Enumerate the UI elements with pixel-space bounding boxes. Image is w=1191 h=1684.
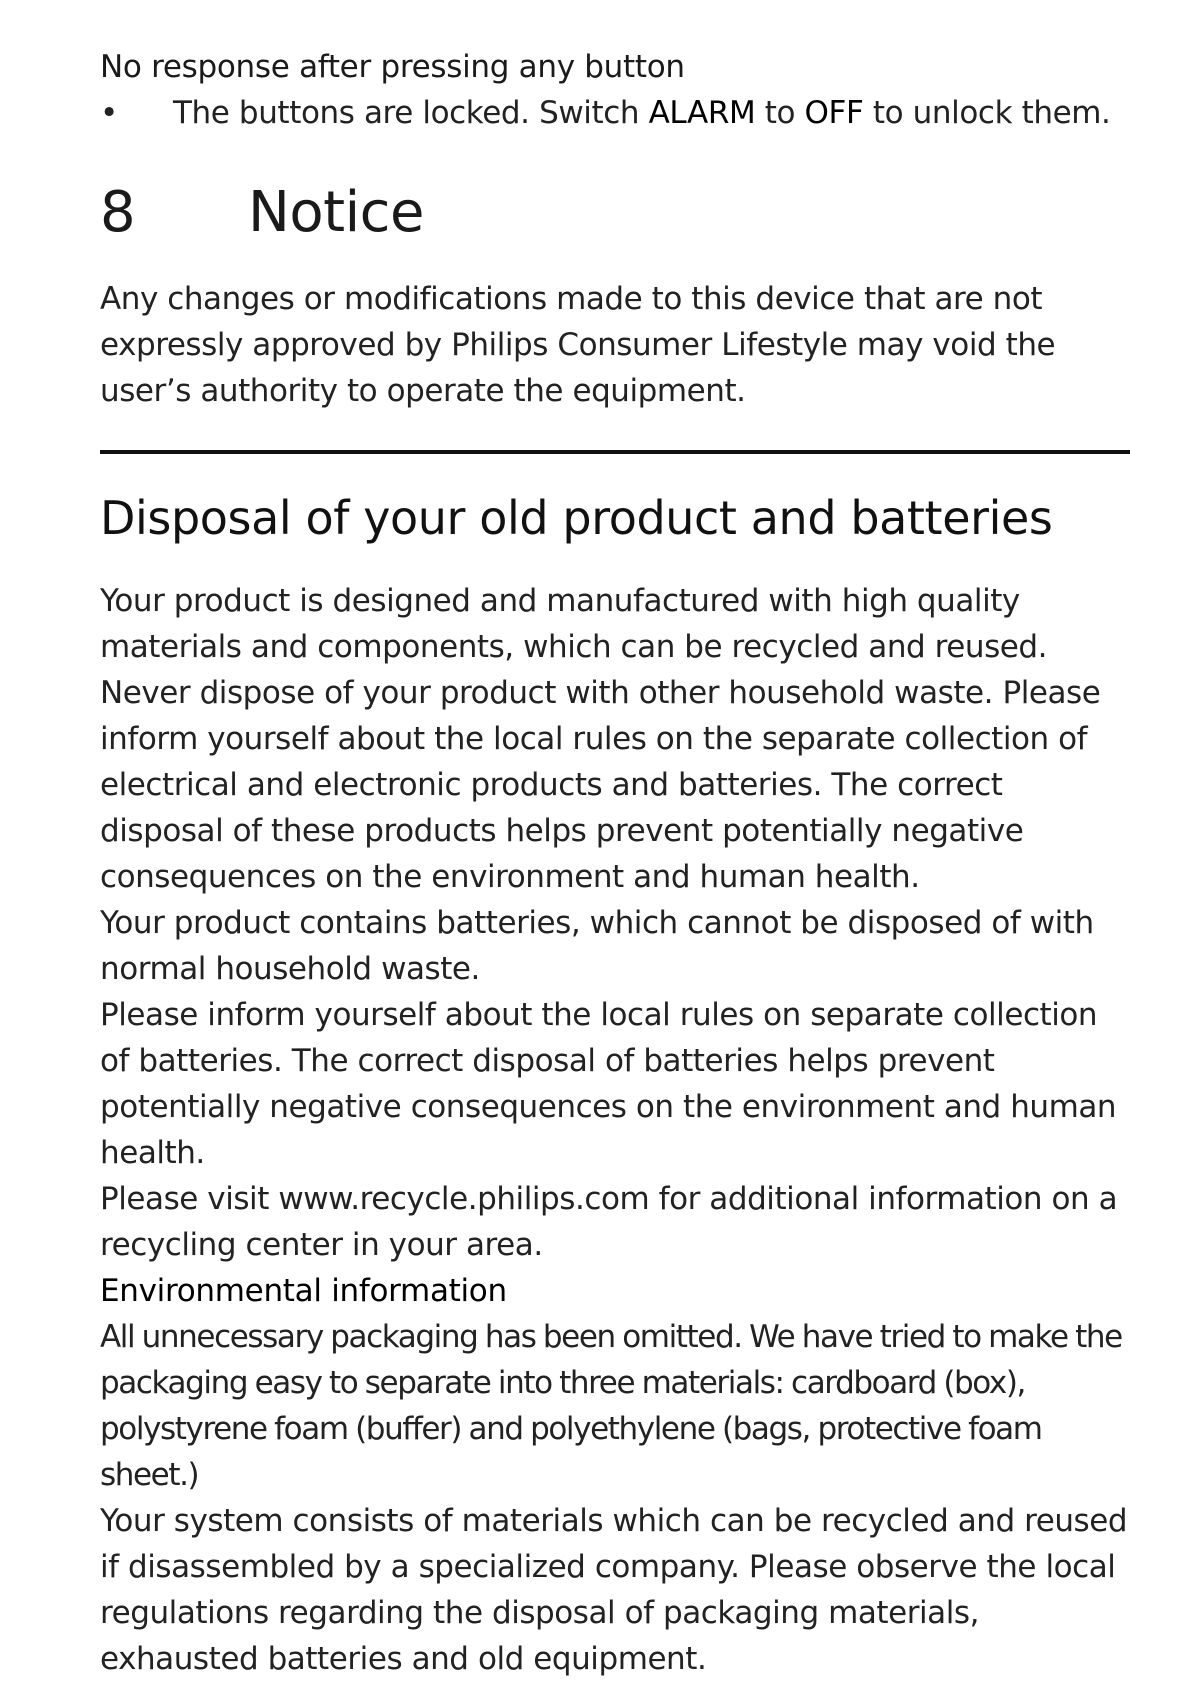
alarm-keyword: ALARM <box>648 95 756 131</box>
disposal-paragraph-4: Please inform yourself about the local rules on separate collection of batteries. The correct disposal of batteries helps prevent potentially negative consequences on the environment and human health. <box>100 997 1117 1171</box>
item-mid: to <box>755 95 805 131</box>
section-number: 8 <box>100 180 136 245</box>
environmental-paragraph-2: Your system consists of materials which can be recycled and reused if disassembled by a specialized company. Please observe the local regulations regarding the disposal of packaging materials, exhausted batteries and old equipment. <box>100 1503 1128 1677</box>
environmental-paragraph-1: All unnecessary packaging has been omitted. We have tried to make the packaging easy to separate into three materials: cardboard (box), polystyrene foam (buffer) and polyethylene (bags, protective foam sheet.) <box>100 1319 1122 1493</box>
section-divider <box>100 450 1130 454</box>
disposal-paragraph-1: Your product is designed and manufactured with high quality materials and components, which can be recycled and reused. <box>100 583 1048 665</box>
notice-paragraph: Any changes or modifications made to this device that are not expressly approved by Philips Consumer Lifestyle may void the user’s authority to operate the equipment. <box>100 281 1056 409</box>
disposal-paragraph-5: Please visit www.recycle.philips.com for additional information on a recycling center in your area. <box>100 1181 1118 1263</box>
disposal-paragraph-2: Never dispose of your product with other household waste. Please inform yourself about the local rules on the separate collection of electrical and electronic products and batteries. The correct disposal of these products helps prevent potentially negative consequences on the environment and human health. <box>100 675 1101 895</box>
disposal-body <box>100 578 1130 1682</box>
troubleshoot-heading: No response after pressing any button <box>100 49 685 85</box>
off-keyword: OFF <box>804 95 864 131</box>
item-prefix: The buttons are locked. Switch <box>173 95 649 131</box>
bullet-marker: • <box>100 95 118 131</box>
document-page <box>100 44 1130 1682</box>
section-title-text: Notice <box>248 180 424 245</box>
troubleshoot-item <box>100 90 1130 136</box>
disposal-paragraph-3: Your product contains batteries, which cannot be disposed of with normal household waste. <box>100 905 1094 987</box>
disposal-heading: Disposal of your old product and batteries <box>100 491 1053 545</box>
environmental-heading: Environmental information <box>100 1273 507 1309</box>
item-suffix: to unlock them. <box>863 95 1111 131</box>
troubleshoot-item-text <box>173 90 1111 136</box>
section-title <box>100 178 1130 248</box>
